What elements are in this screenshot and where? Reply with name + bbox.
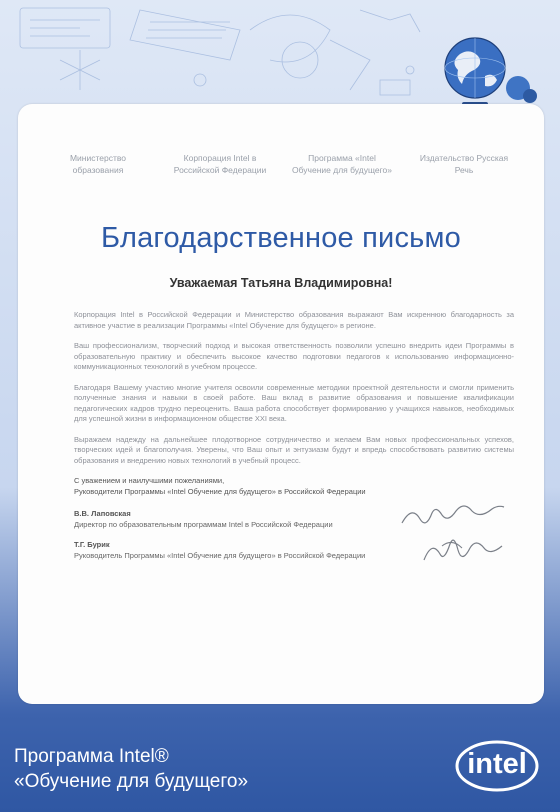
closing-line: С уважением и наилучшими пожеланиями, (74, 476, 225, 485)
signatory-block (74, 509, 514, 530)
organization-name: Программа «Intel Обучение для будущего» (292, 153, 392, 175)
closing-line: Руководители Программы «Intel Обучение для будущего» в Российской Федерации (74, 486, 366, 496)
greeting: Уважаемая Татьяна Владимировна! (169, 276, 393, 290)
signatory-position: Директор по образовательным программам Intel в Российской Федерации (74, 519, 333, 529)
signatory-name: Т.Г. Бурик (74, 540, 110, 549)
program-name (14, 744, 248, 794)
letter-card (18, 104, 544, 704)
intel-logo (452, 734, 542, 796)
signatory-position: Руководитель Программы «Intel Обучение для будущего» в Российской Федерации (74, 550, 366, 560)
body-paragraph: Выражаем надежду на дальнейшее плодотворное сотрудничество и желаем Вам новых профессиональных успехов, творческих идей и благополучия. Уверены, что Ваш опыт и энтузиазм будут и впредь способствовать развитию системы образования и внедрению новых технологий в учебный процесс. (74, 434, 514, 465)
letter-title: Благодарственное письмо (101, 222, 461, 254)
program-line: «Обучение для будущего» (14, 771, 249, 792)
intel-logo-text: intel (467, 748, 527, 780)
body-paragraph: Ваш профессионализм, творческий подход и высокая ответственность позволили успешно внедрить идеи Программы в образовательную практику и обеспечить высокое качество подготовки педагогов к использованию информационно-коммуникационных технологий в учебном процессе. (74, 341, 514, 371)
organization-name: Корпорация Intel в Российской Федерации (173, 153, 267, 175)
organization-name: Издательство Русская Речь (419, 153, 509, 175)
handwritten-signature (418, 536, 508, 570)
globe-icon (430, 26, 540, 116)
signatory-block (74, 540, 514, 561)
body-paragraph: Корпорация Intel в Российской Федерации и Министерство образования выражают Вам искреннюю благодарность за активное участие в реализации Программы «Intel Обучение для будущего» в регионе. (74, 310, 514, 330)
body-paragraph: Благодаря Вашему участию многие учителя освоили современные методики проектной деятельности и смогли применить полученные знания и навыки в своей работе. Ваш вклад в развитие образования и повышение квалификации педагогических кадров трудно переоценить. Ваша работа способствует формированию у учащихся навыков, необходимых для успешной жизни в информационном обществе XXI века. (74, 382, 514, 423)
organization-name: Министерство образования (69, 153, 127, 175)
program-line: Программа Intel® (14, 746, 169, 767)
organizations-row (48, 152, 514, 176)
signatory-name: В.В. Лаповская (74, 509, 131, 518)
closing-block (74, 476, 514, 497)
letter-body (74, 310, 514, 571)
handwritten-signature (398, 505, 508, 531)
